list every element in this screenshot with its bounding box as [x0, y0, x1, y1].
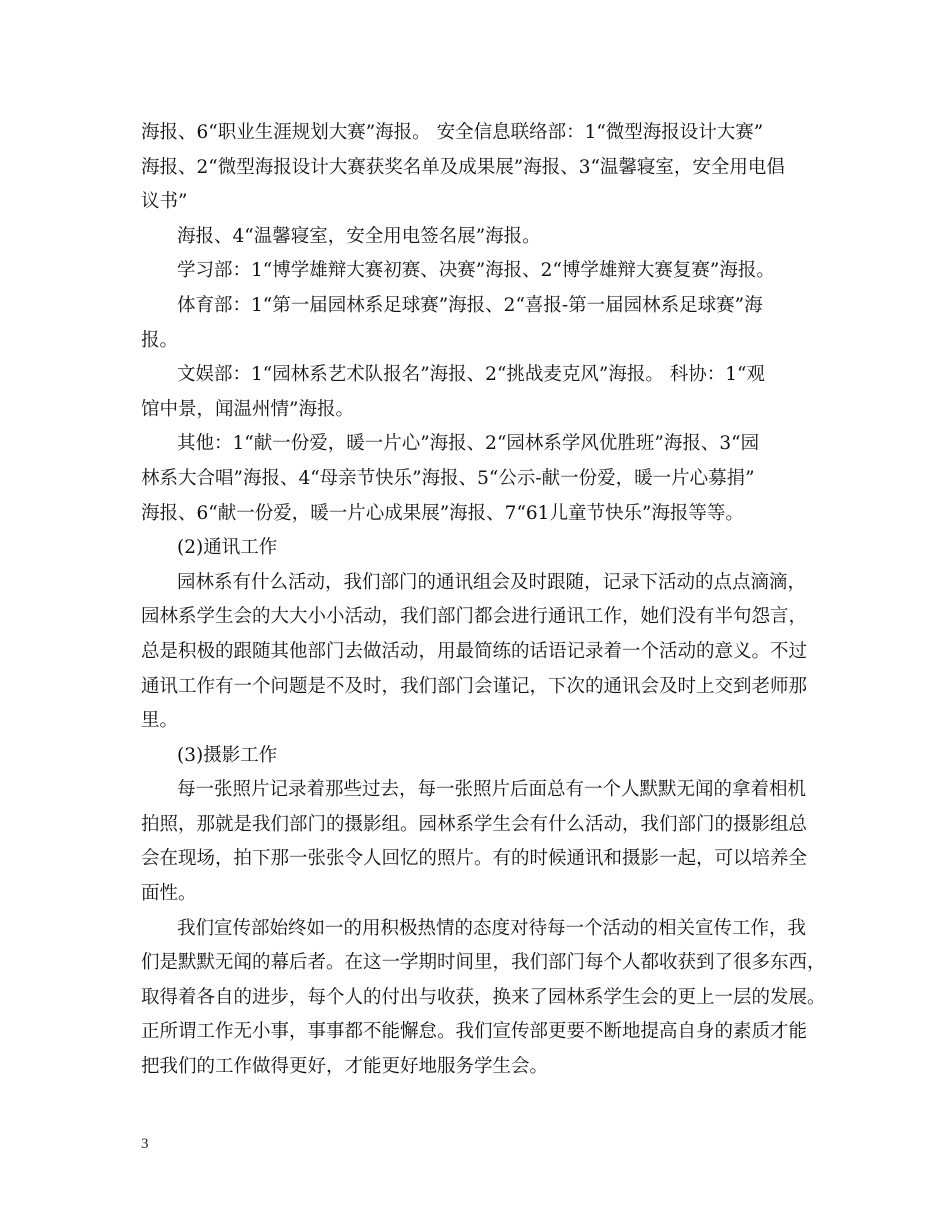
text-line: 其他：1“献一份爱，暖一片心”海报、2“园林系学风优胜班”海报、3“园 [177, 433, 760, 455]
text-line: 我们宣传部始终如一的用积极热情的态度对待每一个活动的相关宣传工作，我 [177, 917, 807, 939]
text-line: 海报、6“职业生涯规划大赛”海报。 安全信息联络部：1“微型海报设计大赛” [141, 122, 764, 143]
text-line: 体育部：1“第一届园林系足球赛”海报、2“喜报-第一届园林系足球赛”海 [177, 294, 763, 316]
text-line: 园林系学生会的大大小小活动，我们部门都会进行通讯工作，她们没有半句怨言， [141, 606, 808, 628]
text-line: 园林系有什么活动，我们部门的通讯组会及时跟随，记录下活动的点点滴滴， [177, 571, 807, 593]
text-line: 海报、6“献一份爱，暖一片心成果展”海报、7“61儿童节快乐”海报等等。 [141, 502, 744, 524]
text-line: 报。 [141, 329, 179, 351]
text-line: 馆中景，闻温州情”海报。 [141, 398, 354, 420]
text-line: 议书” [141, 191, 188, 213]
text-line: 里。 [141, 710, 179, 732]
text-line: 总是积极的跟随其他部门去做活动，用最简练的话语记录着一个活动的意义。不过 [141, 640, 808, 662]
text-line: (2)通讯工作 [177, 537, 278, 559]
text-line: (3)摄影工作 [177, 744, 278, 766]
text-line: 海报、2“微型海报设计大赛获奖名单及成果展”海报、3“温馨寝室，安全用电倡 [141, 156, 785, 178]
text-line: 正所谓工作无小事，事事都不能懈怠。我们宣传部更要不断地提高自身的素质才能 [141, 1021, 808, 1043]
text-line: 面性。 [141, 883, 197, 905]
text-line: 每一张照片记录着那些过去，每一张照片后面总有一个人默默无闻的拿着相机 [177, 779, 807, 801]
text-line: 拍照，那就是我们部门的摄影组。园林系学生会有什么活动，我们部门的摄影组总 [141, 813, 808, 835]
document-body [141, 116, 826, 1085]
text-line: 文娱部：1“园林系艺术队报名”海报、2“挑战麦克风”海报。 科协：1“观 [177, 364, 765, 386]
page-number: 3 [141, 1136, 149, 1152]
text-line: 学习部：1“博学雄辩大赛初赛、决赛”海报、2“博学雄辩大赛复赛”海报。 [177, 260, 775, 282]
text-line: 们是默默无闻的幕后者。在这一学期时间里，我们部门每个人都收获到了很多东西， [141, 952, 826, 974]
text-line: 通讯工作有一个问题是不及时，我们部门会谨记，下次的通讯会及时上交到老师那 [141, 675, 808, 697]
text-line: 取得着各自的进步，每个人的付出与收获，换来了园林系学生会的更上一层的发展。 [141, 986, 826, 1008]
text-line: 会在现场，拍下那一张张令人回忆的照片。有的时候通讯和摄影一起，可以培养全 [141, 848, 808, 870]
text-line: 林系大合唱”海报、4“母亲节快乐”海报、5“公示-献一份爱，暖一片心募捐” [141, 467, 755, 489]
text-line: 把我们的工作做得更好，才能更好地服务学生会。 [141, 1056, 549, 1078]
text-line: 海报、4“温馨寝室，安全用电签名展”海报。 [177, 225, 541, 247]
